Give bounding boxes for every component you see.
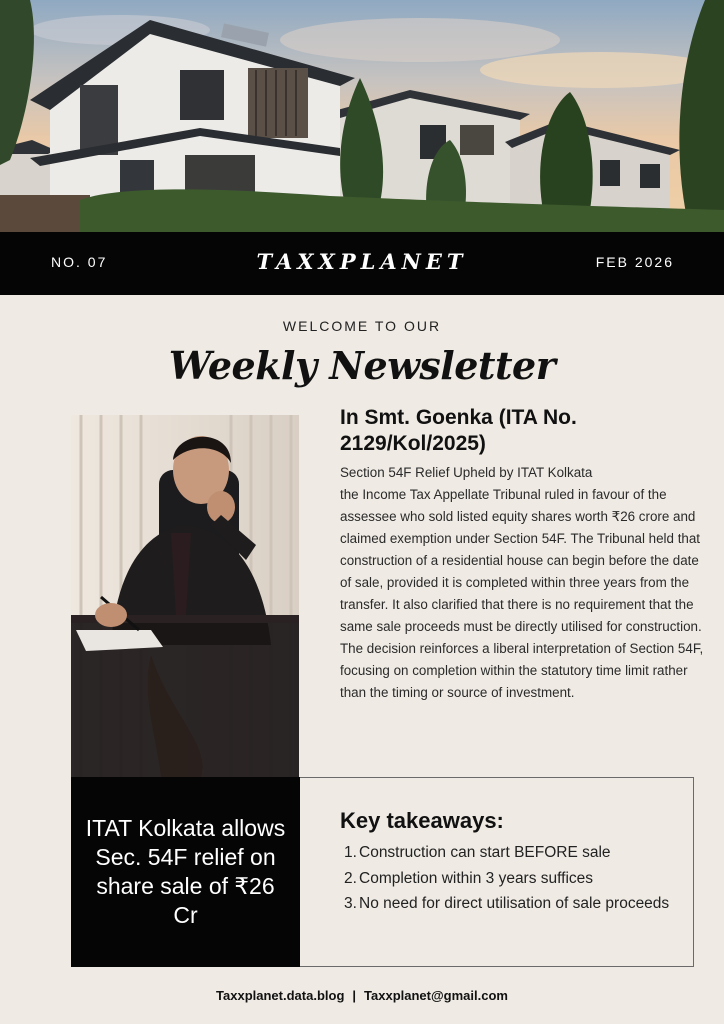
list-item-number: 3. bbox=[344, 895, 357, 912]
issue-number: NO. 07 bbox=[51, 254, 108, 270]
footer-separator: | bbox=[352, 988, 357, 1003]
takeaways-list bbox=[344, 840, 674, 917]
list-item bbox=[344, 866, 674, 892]
list-item bbox=[344, 891, 674, 917]
list-item-text: Construction can start BEFORE sale bbox=[359, 844, 611, 861]
takeaways-heading: Key takeaways: bbox=[340, 808, 504, 833]
footer bbox=[0, 988, 724, 1003]
welcome-label: WELCOME TO OUR bbox=[282, 318, 442, 334]
summary-text: ITAT Kolkata allows Sec. 54F relief on share sale of ₹26 Cr bbox=[85, 815, 286, 928]
case-heading-line: Section 54F Relief Upheld by ITAT Kolkata bbox=[340, 465, 593, 480]
author-photo bbox=[71, 415, 299, 777]
issue-date: FEB 2026 bbox=[595, 254, 674, 270]
footer-email-link[interactable]: Taxxplanet@gmail.com bbox=[364, 988, 508, 1003]
list-item bbox=[344, 840, 674, 866]
hero-photo bbox=[0, 0, 724, 232]
takeaways-panel bbox=[300, 777, 694, 967]
summary-panel bbox=[71, 777, 300, 967]
list-item-number: 1. bbox=[344, 844, 357, 861]
list-item-number: 2. bbox=[344, 869, 357, 887]
list-item-text: No need for direct utilisation of sale proceeds bbox=[359, 895, 670, 912]
brand-logo: TAXXPLANET bbox=[256, 249, 468, 274]
masthead bbox=[0, 232, 724, 295]
newsletter-title: Weekly Newsletter bbox=[168, 343, 556, 388]
person-illustration bbox=[71, 415, 299, 777]
footer-website-link[interactable]: Taxxplanet.data.blog bbox=[216, 988, 345, 1003]
case-body bbox=[340, 462, 704, 704]
case-title: In Smt. Goenka (ITA No. 2129/Kol/2025) bbox=[340, 406, 577, 455]
list-item-text: Completion within 3 years suffices bbox=[359, 869, 594, 887]
case-body-text: the Income Tax Appellate Tribunal ruled in favour of the assessee who sold listed equity shares worth ₹26 crore and claimed exemption under Section 54F. The Tribunal held that construction of a residential house can begin before the date of sale, provided it is completed within three years from the transfer. It also clarified that there is no requirement that the same sale proceeds must be directly utilised for construction. The decision reinforces a liberal interpretation of Section 54F, focusing on completion within the statutory time limit rather than the timing or source of investment. bbox=[340, 487, 704, 700]
houses-illustration bbox=[0, 0, 724, 232]
